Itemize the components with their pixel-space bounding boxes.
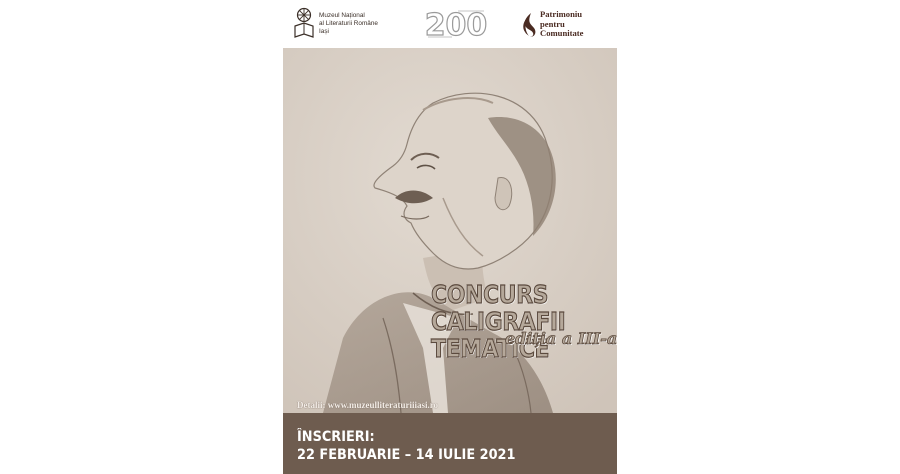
partner-logo [521,10,617,42]
details-link-text: Detalii: www.muzeulliteraturiiiasi.ro [297,400,439,410]
contest-title [431,281,617,362]
logo-header [283,0,617,48]
museum-name-line: Iași [319,28,329,35]
title-line: CONCURS [431,280,548,309]
registration-label: ÎNSCRIERI: [297,429,375,445]
title-line: TEMATICE [431,334,550,363]
museum-name-line: al Literaturii Române [319,20,378,27]
partner-name-line: Comunitate [540,28,584,39]
patrimony-flame-icon [521,12,537,38]
event-poster [283,0,617,474]
anniversary-number: 200 [424,8,488,40]
registration-dates: 22 FEBRUARIE – 14 IULIE 2021 [297,447,516,463]
museum-name [319,12,378,36]
title-line: CALIGRAFII [431,307,566,336]
registration-band [283,413,617,474]
museum-logo [293,7,403,41]
edition-subtitle: ediția a III-a [505,329,617,348]
portrait-artwork [283,48,617,413]
partner-name [540,10,583,39]
museum-logo-icon [293,7,315,39]
partner-name-line: pentru [540,18,565,29]
partner-name-line: Patrimoniu [540,9,583,19]
bicentenary-200-logo [424,6,488,40]
museum-name-line: Muzeul Național [319,12,365,19]
